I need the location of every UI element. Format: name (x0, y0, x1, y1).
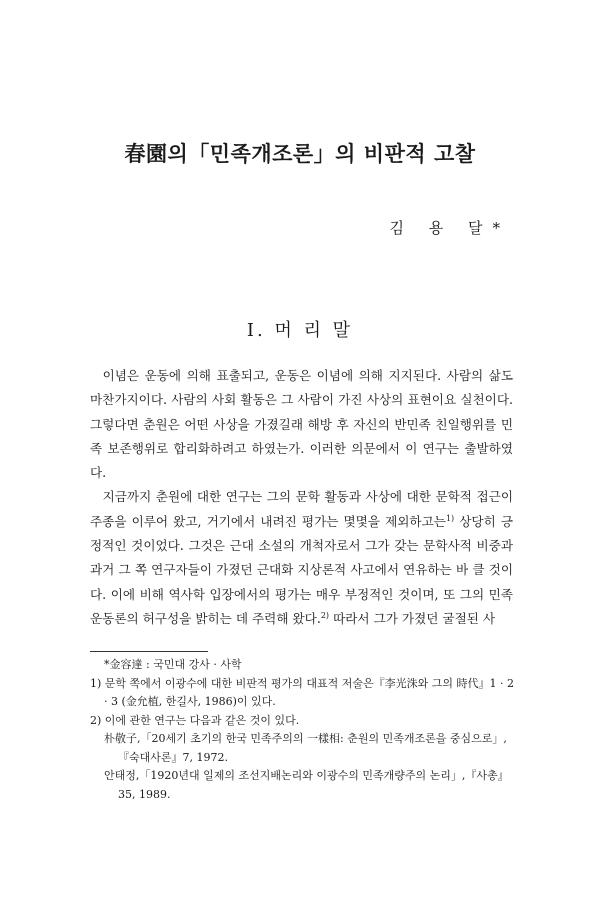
section-heading: Ⅰ. 머 리 말 (246, 320, 354, 341)
footnote-1: 1) 문학 쪽에서 이광수에 대한 비판적 평가의 대표적 저술은『李光洙와 그의 時代』1 · 2 · 3 (金允植, 한길사, 1986)이 있다. (90, 676, 515, 708)
footnotes (90, 656, 515, 804)
footnote-2: 2) 이에 관한 연구는 다음과 같은 것이 있다. (90, 713, 300, 727)
footnote-2-reference: 안태정,「1920년대 일제의 조선지배논리와 이광수의 민족개량주의 논리」,『사총』35, 1989. (104, 769, 509, 801)
author-name: 김 용 달* (389, 219, 510, 237)
footnote-ref-2: 2) (320, 610, 330, 620)
paragraph-1: 이념은 운동에 의해 표출되고, 운동은 이념에 의해 지지된다. 사람의 삶도 마찬가지이다. 사람의 사회 활동은 그 사람이 가진 사상의 표현이요 실천이다. 그렇다면 춘원은 어떤 사상을 가졌길래 해방 후 자신의 반민족 친일행위를 민족 보존행위로 합리화하려고 하였는가. 이러한 의문에서 이 연구는 출발하였다. (90, 368, 513, 481)
article-title: 春園의「민족개조론」의 비판적 고찰 (124, 141, 476, 166)
body-text (90, 364, 513, 631)
footnote-2-reference: 朴敬子,「20세기 초기의 한국 민족주의의 一樣相: 춘원의 민족개조론을 중심으로」,『숙대사론』7, 1972. (104, 732, 507, 764)
paragraph-2-part-3: 따라서 그가 가졌던 굴절된 사 (329, 610, 496, 626)
paragraph-2 (90, 485, 513, 631)
author-footnote: *金容達 : 국민대 강사 · 사학 (104, 658, 242, 671)
paragraph-2-part-2: 상당히 긍정적인 것이었다. 그것은 근대 소설의 개척자로서 그가 갖는 문학사적 비중과 과거 그 쪽 연구자들이 가졌던 근대화 지상론적 사고에서 연유하는 바 클 것이다. 이에 비해 역사학 입장에서의 평가는 매우 부정적인 것이며, 또 그의 민족운동론의 허구성을 밝히는 데 주력해 왔다. (90, 513, 513, 626)
paragraph-2-part-1: 지금까지 춘원에 대한 연구는 그의 문학 활동과 사상에 대한 문학적 접근이 주종을 이루어 왔고, 거기에서 내려진 평가는 몇몇을 제외하고는 (90, 489, 513, 529)
footnote-ref-1: 1) (445, 513, 455, 523)
footnote-divider (90, 651, 208, 652)
